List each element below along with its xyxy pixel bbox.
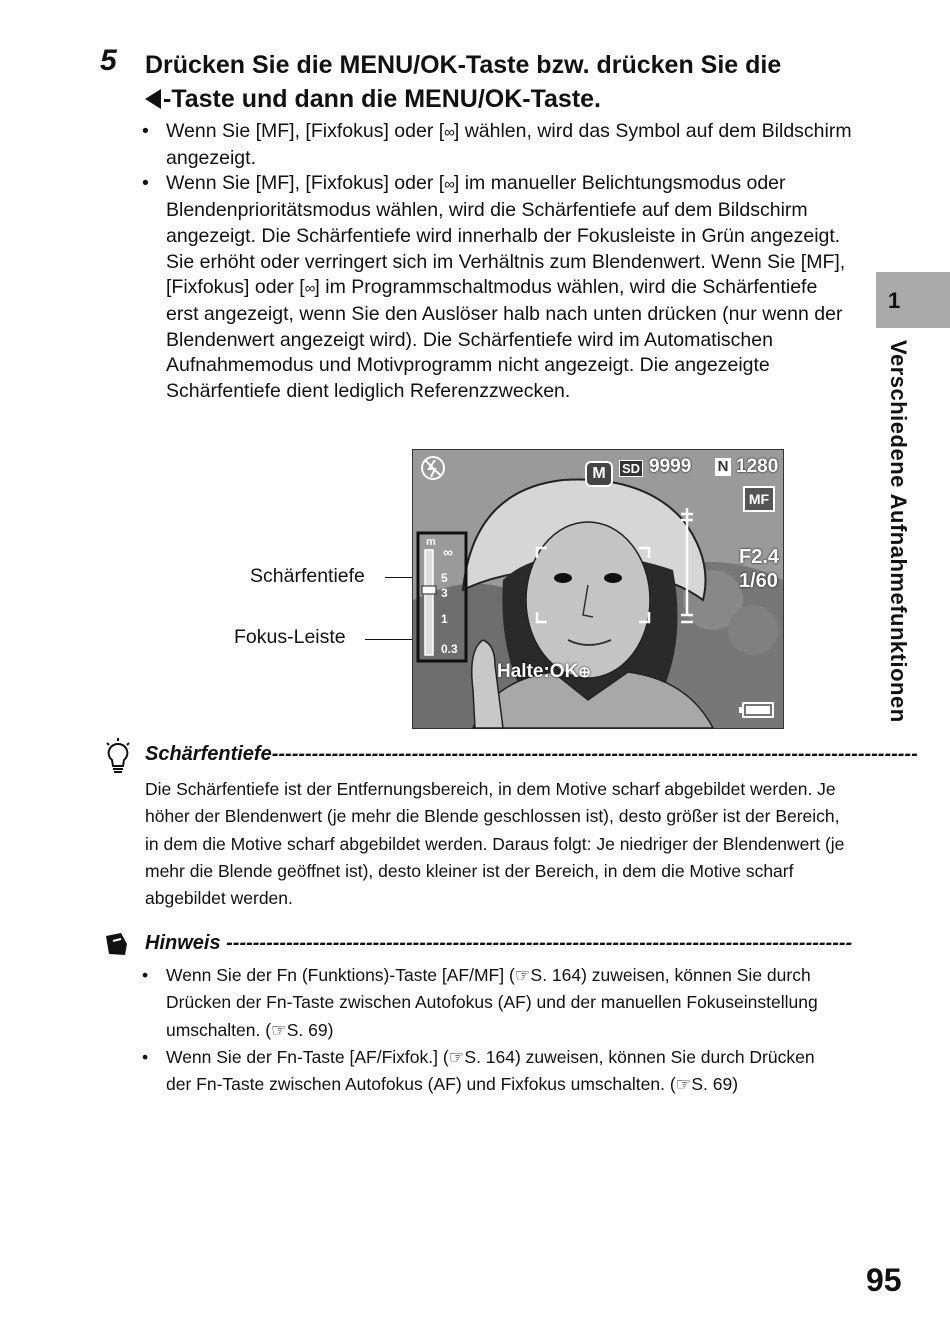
camera-screen-image (413, 450, 783, 728)
infinity-icon: ∞ (444, 124, 454, 141)
list-item: • Wenn Sie der Fn (Funktions)-Taste [AF/MF] (☞S. 164) zuweisen, können Sie durch Drücken der Fn-Taste zwischen Autofokus (AF) und der manuellen Fokuseinstellung umschalten. (☞S. 69) (140, 962, 840, 1044)
reference-hand-icon: ☞ (448, 1046, 465, 1067)
lightbulb-icon (104, 738, 132, 774)
left-arrow-icon (145, 89, 161, 109)
infinity-icon: ∞ (444, 176, 454, 194)
step-title (145, 48, 845, 116)
tip-text: Die Schärfentiefe ist der Entfernungsbereich, in dem Motive scharf abgebildet werden. Je höher der Blendenwert (je mehr die Blende geschlossen ist), desto größer ist der Bereich, in dem die Motive scharf abgebildet werden. Daraus folgt: Je niedriger der Blendenwert (je mehr die Blende geöffnet ist), desto kleiner ist der Bereich, in dem die Motive scharf abgebildet werden. (145, 779, 845, 909)
tip-heading: Schärfentiefe------------------------------------------------------------------------------------------------- (145, 743, 918, 765)
note-bullets (140, 962, 840, 1098)
leader-line (365, 639, 417, 640)
focus-bar-tick: ∞ (443, 544, 453, 560)
remaining-shots: 9999 (649, 456, 692, 477)
heading-rule: ---------------------------------------------------------------------------------------------- (220, 932, 853, 954)
quality-icon: N (715, 458, 731, 476)
page-number: 95 (866, 1262, 902, 1298)
list-item: • Wenn Sie der Fn-Taste [AF/Fixfok.] (☞S. 164) zuweisen, können Sie durch Drücken der Fn-Taste zwischen Autofokus (AF) und Fixfokus umschalten. (☞S. 69) (140, 1044, 840, 1099)
focus-bar-tick: 0.3 (441, 642, 458, 656)
reference-hand-icon: ☞ (514, 965, 531, 985)
note-heading: Hinweis ---------------------------------------------------------------------------------------------- (145, 932, 853, 954)
aperture-value: F2.4 (739, 546, 780, 568)
heading-rule: ------------------------------------------------------------------------------------------------- (271, 743, 918, 765)
step-bullets (140, 119, 855, 405)
pencil-note-icon (103, 930, 131, 958)
hold-hint: Halte:OK⊕ (497, 661, 591, 682)
focus-bar-tick: 3 (441, 586, 448, 600)
mf-icon: MF (743, 486, 775, 512)
reference-hand-icon: ☞ (675, 1074, 692, 1095)
label-focus-bar: Fokus-Leiste (234, 626, 346, 648)
list-item: • Wenn Sie [MF], [Fixfokus] oder [∞] im manueller Belichtungsmodus oder Blendenprioritätsmodus wählen, wird die Schärfentiefe auf dem Bildschirm angezeigt. Die Schärfentiefe wird innerhalb der Fokusleiste in Grün angezeigt. Sie erhöht oder verringert sich im Verhältnis zum Blendenwert. Wenn Sie [MF], [Fixfokus] oder [∞] im Programmschaltmodus wählen, wird die Schärfentiefe erst angezeigt, wenn Sie den Auslöser halb nach unten drücken (nur wenn der Blendenwert angezeigt wird). Die Schärfentiefe wird im Automatischen Aufnahmemodus und Motivprogramm nicht angezeigt. Die angezeigte Schärfentiefe dient lediglich Referenzzwecken. (140, 171, 855, 404)
step-number: 5 (100, 44, 117, 77)
focus-bar-tick: 1 (441, 612, 448, 626)
step-title-line1: Drücken Sie die MENU/OK-Taste bzw. drücken Sie die (145, 51, 782, 79)
focus-bar-tick: 5 (441, 571, 448, 585)
shutter-speed: 1/60 (739, 570, 778, 592)
sd-card-icon: SD (619, 460, 643, 477)
reference-hand-icon: ☞ (271, 1019, 287, 1040)
chapter-title: Verschiedene Aufnahmefunktionen (886, 340, 911, 723)
chapter-number: 1 (888, 288, 901, 313)
image-size: 1280 (736, 456, 779, 477)
focus-bar-unit: m (426, 536, 436, 548)
infinity-icon: ∞ (304, 280, 315, 298)
label-depth-of-field: Schärfentiefe (250, 565, 365, 587)
zoom-icon: ⊕ (578, 664, 591, 681)
mode-indicator: M (585, 461, 613, 487)
camera-screen (412, 449, 784, 729)
list-item: • Wenn Sie [MF], [Fixfokus] oder [∞] wählen, wird das Symbol auf dem Bildschirm angezeigt. (140, 119, 855, 171)
step-title-line2: -Taste und dann die MENU/OK-Taste. (163, 85, 601, 113)
